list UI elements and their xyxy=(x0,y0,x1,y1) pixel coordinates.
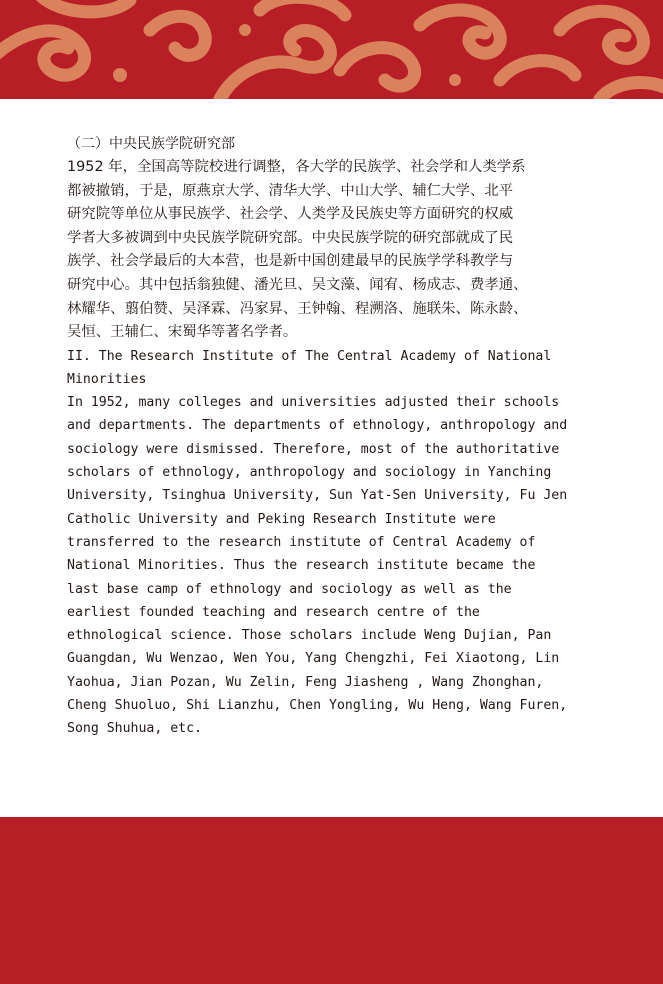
english-section-heading: II. The Research Institute of The Central Academy of National Minorities xyxy=(67,348,552,387)
english-body-text: In 1952, many colleges and universities adjusted their schools and departments. The departments of ethnology, anthropology and sociology were dismissed. Therefore, most of the authoritative scholars of ethnology, anthropology and sociology in Yanching University, Tsinghua University, Sun Yat-Sen University, Fu Jen Catholic University and Peking Research Institute were transferred to the research institute of Central Academy of National Minorities. Thus the research institute became the last base camp of ethnology and sociology as well as the earliest founded teaching and research centre of the ethnological science. Those scholars include Weng Dujian, Pan Guangdan, Wu Wenzao, Wen You, Yang Chengzhi, Fei Xiaotong, Lin Yaohua, Jian Pozan, Wu Zelin, Feng Jiasheng , Wang Zhonghan, Cheng Shuoluo, Shi Lianzhu, Chen Yongling, Wu Heng, Wang Furen, Song Shuhua, etc. xyxy=(67,395,568,737)
chinese-body-text: 1952 年，全国高等院校进行调整，各大学的民族学、社会学和人类学系 都被撤销，于是，原燕京大学、清华大学、中山大学、辅仁大学、北平 研究院等单位从事民族学、社会学、人类学及民族史等方面研究的权威 学者大多被调到中央民族学院研究部。中央民族学院的研究部就成了民 族学、社会学最后的大本营，也是新中国创建最早的民族学学科教学与 研究中心。其中包括翁独健、潘光旦、吴文藻、闻宥、杨成志、费孝通、 林耀华、翦伯赞、吴泽霖、冯家昇、王钟翰、程溯洛、施联朱、陈永龄、 吴恒、王辅仁、宋蜀华等著名学者。 xyxy=(67,159,528,341)
bottom-red-band xyxy=(0,817,663,984)
chinese-section-heading: （二）中央民族学院研究部 xyxy=(67,136,235,152)
cloud-pattern-decoration xyxy=(0,0,663,99)
article-content xyxy=(67,134,603,741)
top-cloud-banner xyxy=(0,0,663,99)
